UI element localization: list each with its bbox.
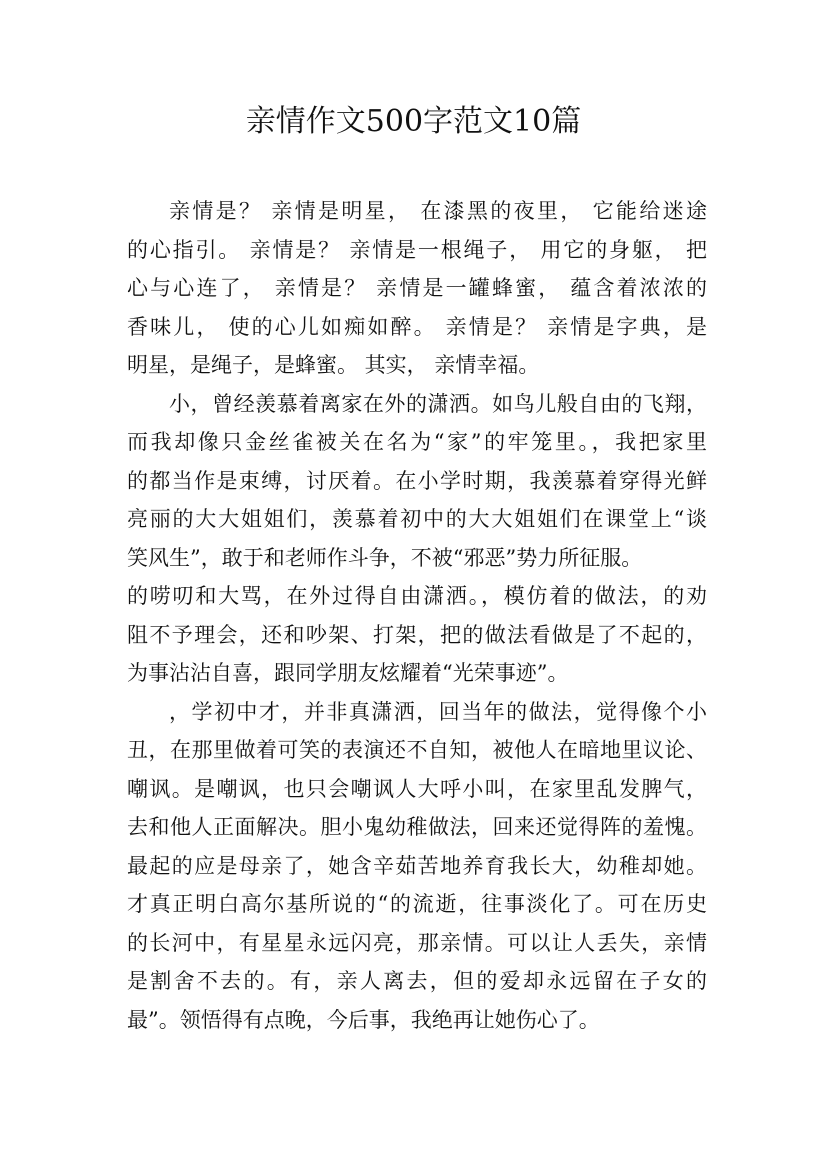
text-line: 心与心连了， 亲情是？ 亲情是一罐蜂蜜， 蕴含着浓浓的 [127,276,707,300]
text-line: 亲情是？ 亲情是明星， 在漆黑的夜里， 它能给迷途 [169,199,707,223]
text-line: 嘲讽。是嘲讽，也只会嘲讽人大呼小叫，在家里乱发脾气， [127,776,707,801]
document-body [127,192,707,1039]
text-line: ，学初中才，并非真潇洒，回当年的做法，觉得像个小 [169,699,707,724]
text-line: 的心指引。 亲情是？ 亲情是一根绳子， 用它的身躯， 把 [127,237,707,262]
paragraph-2 [127,385,707,693]
text-line: 而我却像只金丝雀被关在名为“家”的牢笼里。，我把家里 [127,430,707,454]
text-line: 最起的应是母亲了，她含辛茹苦地养育我长大，幼稚却她。 [127,853,707,878]
text-line: 香味儿， 使的心儿如痴如醉。 亲情是？ 亲情是字典，是 [127,314,707,339]
text-line: 才真正明白高尔基所说的“的流逝，往事淡化了。可在历史 [127,892,707,916]
paragraph-3 [127,693,707,1040]
text-line: 丑，在那里做着可笑的表演还不自知，被他人在暗地里议论、 [127,738,707,762]
document-title: 亲情作文500字范文10篇 [245,104,582,139]
text-line: 小，曾经羡慕着离家在外的潇洒。如鸟儿般自由的飞翔， [169,391,707,416]
text-line: 亮丽的大大姐姐们，羡慕着初中的大大姐姐们在课堂上“谈 [127,507,707,531]
text-line: 明星，是绳子，是蜂蜜。 其实， 亲情幸福。 [127,353,540,377]
text-line: 为事沾沾自喜，跟同学朋友炫耀着“光荣事迹”。 [127,661,569,685]
text-line: 笑风生”，敢于和老师作斗争，不被“邪恶”势力所征服。 [127,545,643,570]
text-line: 的唠叨和大骂，在外过得自由潇洒。，模仿着的做法，的劝 [127,584,707,608]
text-line: 的都当作是束缚，讨厌着。在小学时期，我羡慕着穿得光鲜 [127,468,707,493]
text-line: 的长河中，有星星永远闪亮，那亲情。可以让人丢失，亲情 [127,930,707,955]
text-line: 去和他人正面解决。胆小鬼幼稚做法，回来还觉得阵的羞愧。 [127,815,707,839]
text-line: 最”。领悟得有点晚，今后事，我绝再让她伤心了。 [127,1007,600,1032]
paragraph-1 [127,192,707,385]
text-line: 阻不予理会，还和吵架、打架，把的做法看做是了不起的， [127,622,707,647]
text-line: 是割舍不去的。有，亲人离去，但的爱却永远留在子女的 [127,969,707,993]
